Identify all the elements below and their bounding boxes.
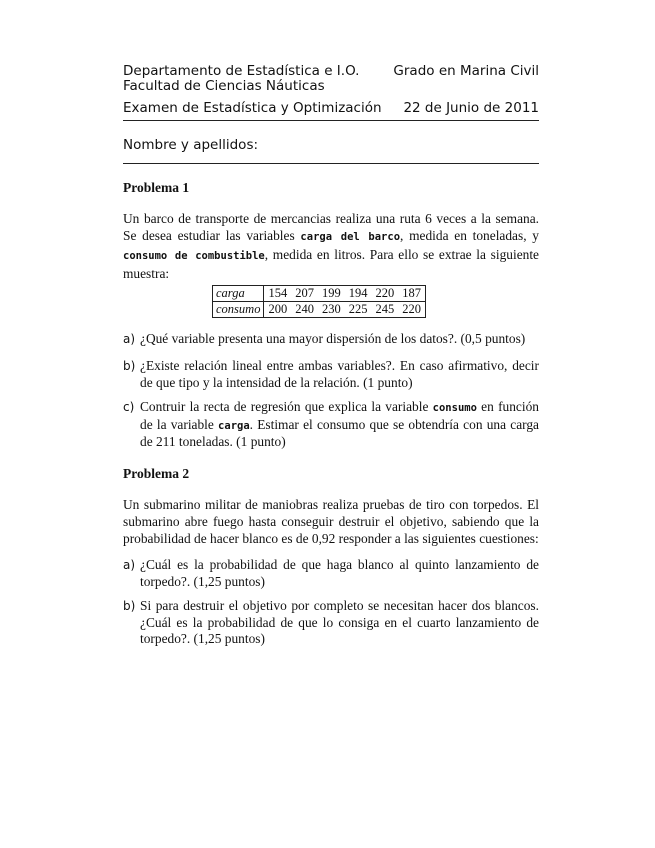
problem2-title: Problema 2 <box>123 466 190 481</box>
exam-title: Examen de Estadística y Optimización <box>123 100 382 116</box>
table-cell: 194 <box>345 286 372 302</box>
variable-carga: carga <box>218 419 250 432</box>
row-label-carga: carga <box>213 286 264 302</box>
item-label: c) <box>123 400 135 414</box>
exam-date: 22 de Junio de 2011 <box>403 100 539 116</box>
header-divider <box>123 120 539 121</box>
item-label: a) <box>123 558 136 572</box>
problem2-intro: Un submarino militar de maniobras realiza pruebas de tiro con torpedos. El submarino abre fuego hasta conseguir destruir el objetivo, sabiendo que la probabilidad de hacer blanco es de 0,92 responder a las siguientes cuestiones: <box>123 497 539 546</box>
problem1-item-c <box>123 399 539 451</box>
degree-name: Grado en Marina Civil <box>393 63 539 79</box>
problem2-item-b <box>123 598 539 648</box>
table-cell: 220 <box>398 302 425 318</box>
problem1-intro-text-3: , medida en litros. Para ello se extrae la siguiente muestra: <box>123 247 539 281</box>
item-label: b) <box>123 599 136 613</box>
table-cell: 207 <box>291 286 318 302</box>
table-cell: 187 <box>398 286 425 302</box>
item-text: ¿Cuál es la probabilidad de que haga blanco al quinto lanzamiento de torpedo?. (1,25 puntos) <box>140 557 539 589</box>
item-label: a) <box>123 332 136 346</box>
table-cell: 199 <box>318 286 345 302</box>
variable-consumo: consumo <box>432 402 477 414</box>
table-cell: 154 <box>264 286 291 302</box>
item-text: ¿Existe relación lineal entre ambas variables?. En caso afirmativo, decir de que tipo y la intensidad de la relación. (1 punto) <box>140 358 539 390</box>
problem2-item-a <box>123 557 539 590</box>
table-row-carga <box>213 286 426 302</box>
row-label-consumo: consumo <box>213 302 264 318</box>
problem1-item-a <box>123 331 539 348</box>
table-cell: 200 <box>264 302 291 318</box>
variable-carga: carga del barco <box>300 231 401 243</box>
item-text-part: Contruir la recta de regresión que explica la variable <box>140 399 433 414</box>
name-label: Nombre y apellidos: <box>123 137 259 153</box>
table-cell: 220 <box>371 286 398 302</box>
problem1-intro-text-2: , medida en toneladas, y <box>400 228 539 243</box>
name-underline <box>123 163 539 164</box>
item-text: ¿Qué variable presenta una mayor dispersión de los datos?. (0,5 puntos) <box>140 331 526 346</box>
table-cell: 240 <box>291 302 318 318</box>
sample-data-table <box>212 285 426 318</box>
table-cell: 245 <box>371 302 398 318</box>
table-cell: 225 <box>345 302 372 318</box>
table-row-consumo <box>213 302 426 318</box>
department-name: Departamento de Estadística e I.O. <box>123 63 360 79</box>
item-text-part: en función de la variable <box>140 399 539 432</box>
problem1-title: Problema 1 <box>123 180 190 195</box>
item-text-part: . Estimar el consumo que se obtendría con una carga de 211 toneladas. (1 punto) <box>140 416 539 449</box>
item-text <box>140 399 539 451</box>
problem1-item-b <box>123 358 539 391</box>
item-label: b) <box>123 359 136 373</box>
item-text: Si para destruir el objetivo por completo se necesitan hacer dos blancos. ¿Cuál es la probabilidad de que lo consiga en el cuarto lanzamiento de torpedo?. (1,25 puntos) <box>140 598 539 646</box>
variable-consumo: consumo de combustible <box>123 250 265 262</box>
problem1-intro <box>123 210 539 282</box>
problem1-intro-text-1: Un barco de transporte de mercancias realiza una ruta 6 veces a la semana. Se desea estudiar las variables <box>123 211 539 243</box>
faculty-name: Facultad de Ciencias Náuticas <box>123 78 325 94</box>
table-cell: 230 <box>318 302 345 318</box>
